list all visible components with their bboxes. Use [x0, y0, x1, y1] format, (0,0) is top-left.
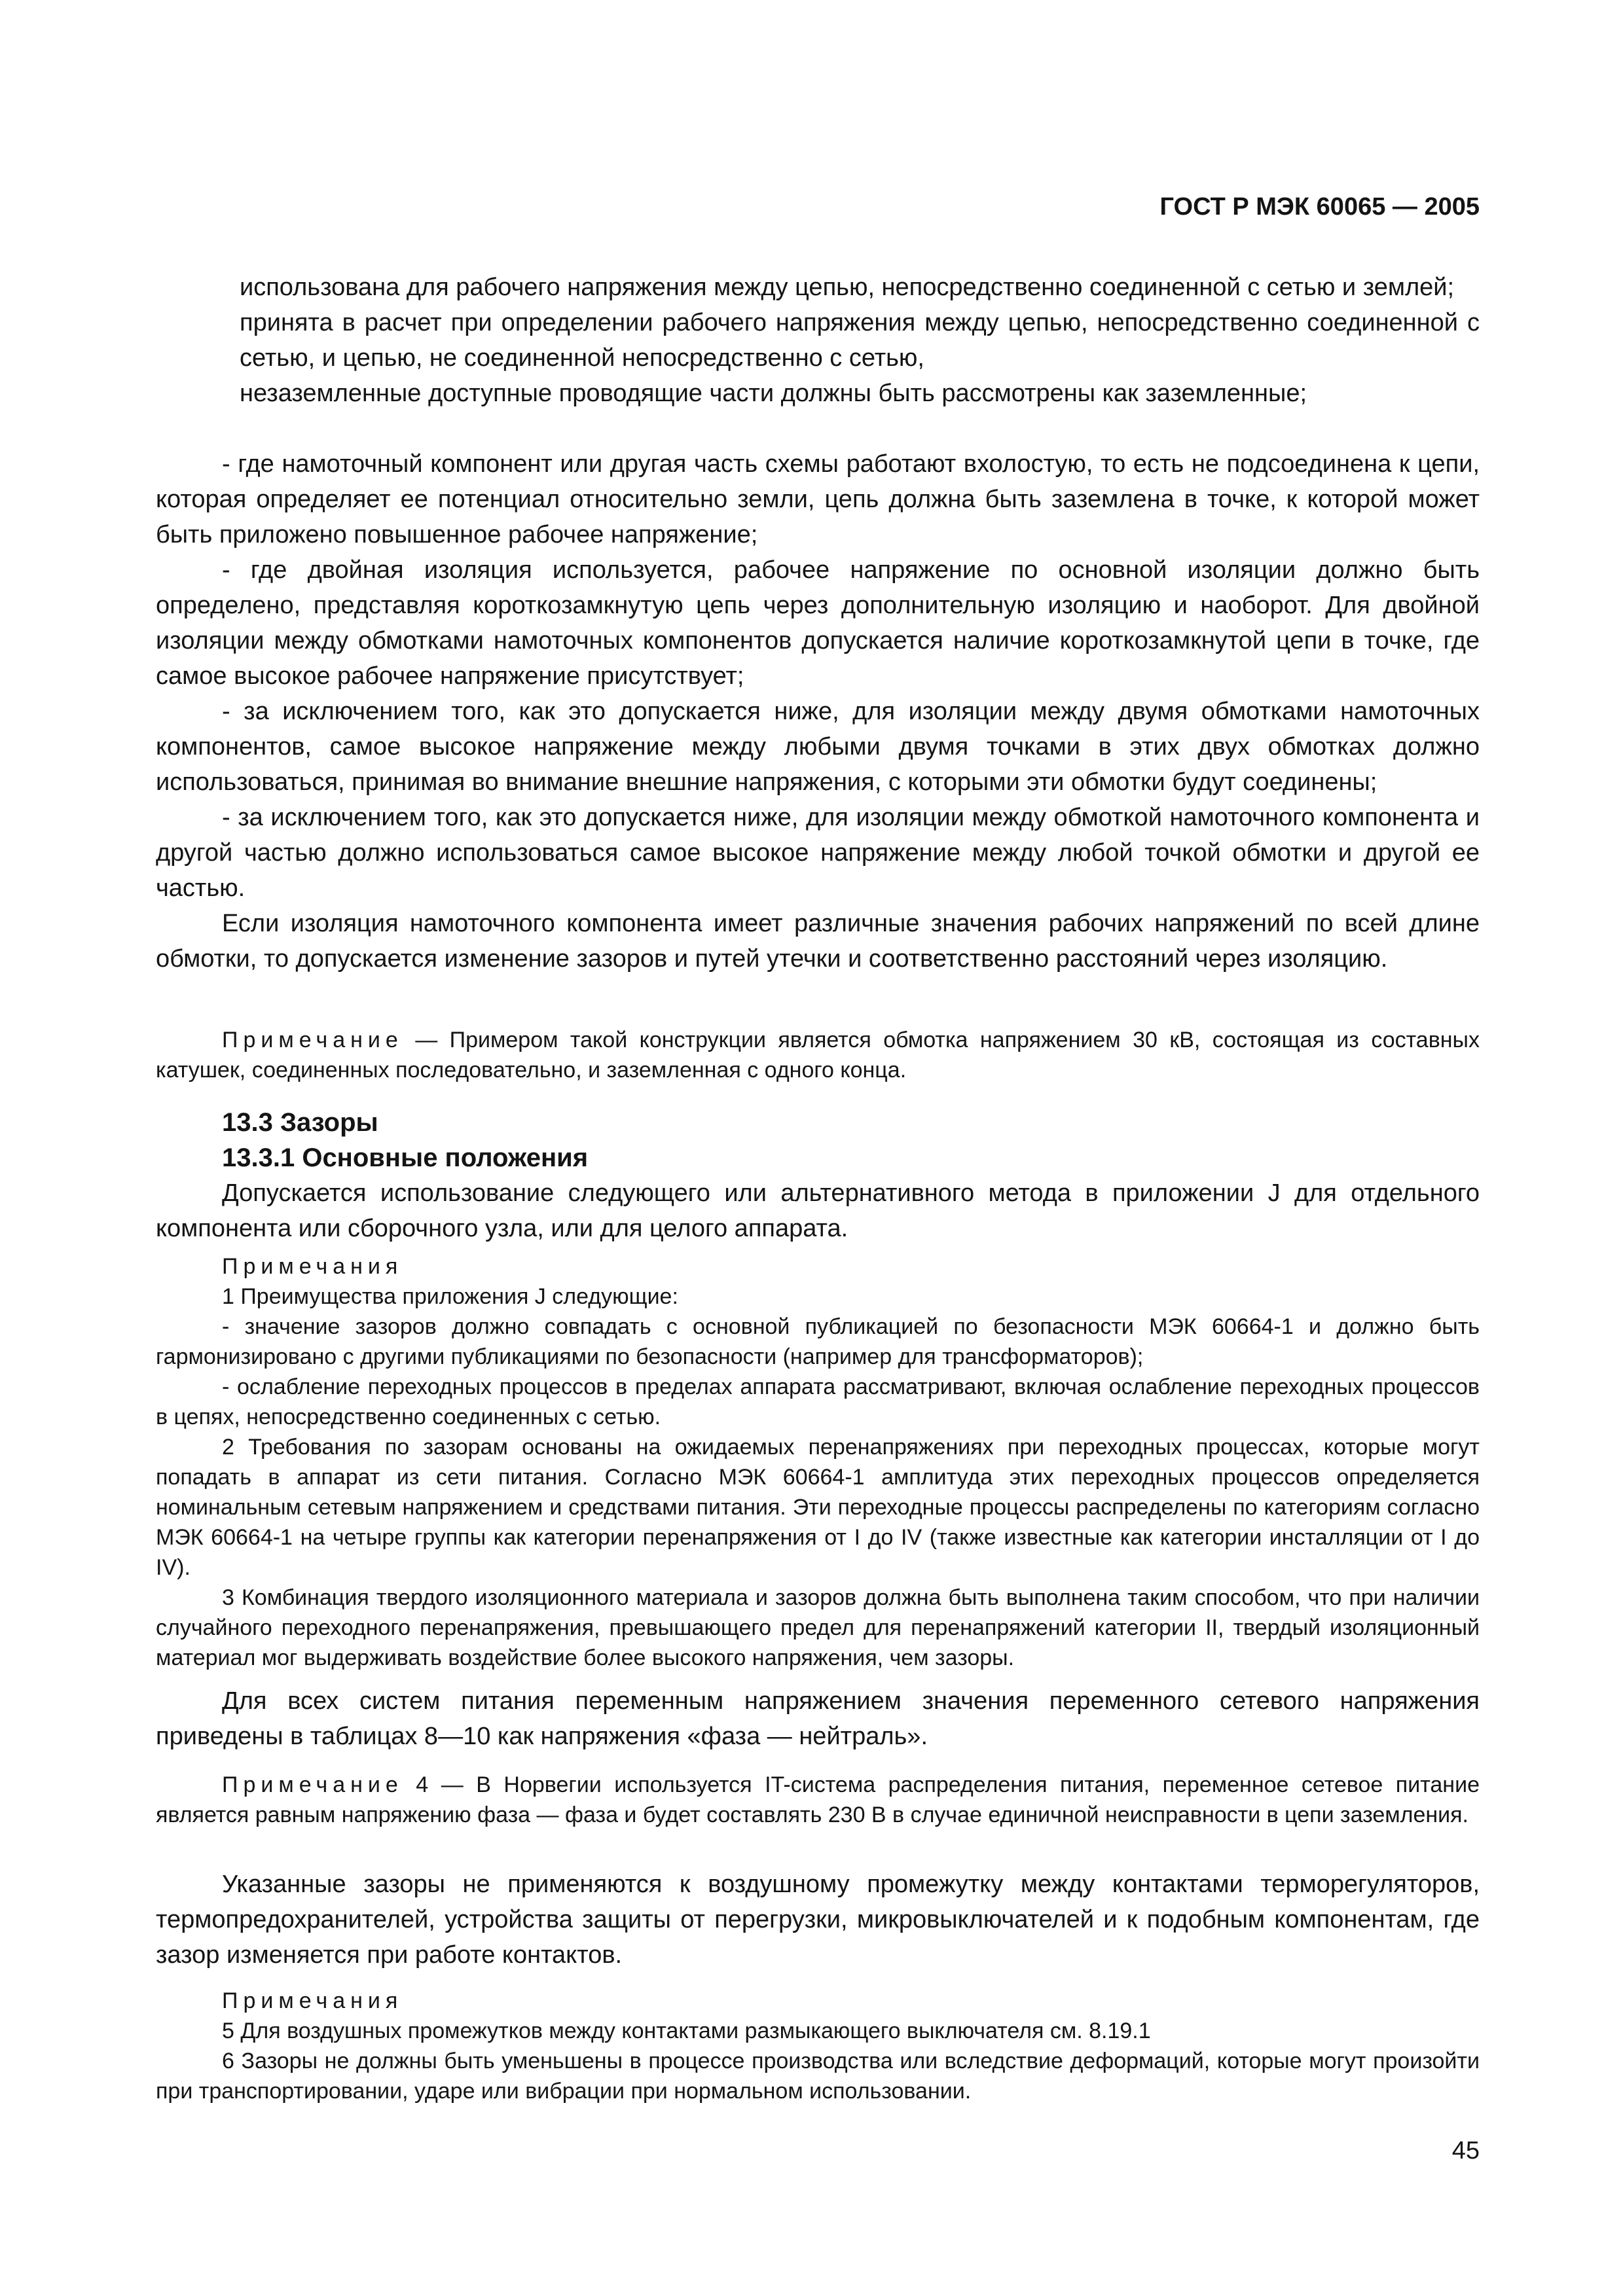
- note-body: 4 — В Норвегии используется IT-система распределения питания, переменное сетевое питание является равным напряжению фаза — фаза и будет составлять 230 В в случае единичной неисправности в цепи заземления.: [156, 1772, 1480, 1827]
- note-block: [156, 1770, 1480, 1830]
- note-text: [156, 1770, 1480, 1830]
- section-13-3: [156, 1105, 1480, 1246]
- note-body: — Примером такой конструкции является обмотка напряжением 30 кВ, состоящая из составных катушек, соединенных последовательно, и заземленная с одного конца.: [156, 1028, 1480, 1083]
- ac-paragraph-block: [156, 1683, 1480, 1754]
- rules-list: [156, 446, 1480, 977]
- note-item: - значение зазоров должно совпадать с основной публикацией по безопасности МЭК 60664-1 и должно быть гармонизировано с другими публикациями по безопасности (например для трансформаторов);: [156, 1314, 1480, 1369]
- list-item: - за исключением того, как это допускается ниже, для изоляции между двумя обмотками намоточных компонентов, самое высокое напряжение между любыми двумя точками в этих двух обмотках должно использоваться, принимая во внимание внешние напряжения, с которыми эти обмотки будут соединены;: [156, 698, 1480, 796]
- page-number: 45: [1451, 2137, 1480, 2164]
- list-item: - за исключением того, как это допускается ниже, для изоляции между обмоткой намоточного компонента и другой частью должно использоваться самое высокое напряжение между любой точкой обмотки и другой ее частью.: [156, 804, 1480, 902]
- subsection-heading: 13.3.1 Основные положения: [222, 1143, 589, 1172]
- note-item: 6 Зазоры не должны быть уменьшены в процессе производства или вследствие деформаций, которые могут произойти при транспортировании, ударе или вибрации при нормальном использовании.: [156, 2049, 1480, 2104]
- notes-block: [156, 1251, 1480, 1673]
- paragraph: Если изоляция намоточного компонента имеет различные значения рабочих напряжений по всей длине обмотки, то допускается изменение зазоров и путей утечки и соответственно расстояний через изоляцию.: [156, 910, 1480, 973]
- paragraph: принята в расчет при определении рабочего напряжения между цепью, непосредственно соединенной с сетью, и цепью, не соединенной непосредственно с сетью,: [240, 309, 1480, 372]
- note-block: [156, 1025, 1480, 1085]
- note-item: 2 Требования по зазорам основаны на ожидаемых перенапряжениях при переходных процессах, которые могут попадать в аппарат из сети питания. Согласно МЭК 60664-1 амплитуда этих переходных процессов определяется номинальным сетевым напряжением и средствами питания. Эти переходные процессы распределены по категориям согласно МЭК 60664-1 на четыре группы как категории перенапряжения от I до IV (также известные как категории инсталляции от I до IV).: [156, 1435, 1480, 1580]
- notes-block: [156, 1986, 1480, 2106]
- note-item: - ослабление переходных процессов в пределах аппарата рассматривают, включая ослабление переходных процессов в цепях, непосредственно соединенных с сетью.: [156, 1374, 1480, 1429]
- paragraph: Указанные зазоры не применяются к воздушному промежутку между контактами терморегуляторов, термопредохранителей, устройства защиты от перегрузки, микровыключателей и к подобным компонентам, где зазор изменяется при работе контактов.: [156, 1871, 1480, 1969]
- document-header: ГОСТ Р МЭК 60065 — 2005: [1159, 193, 1480, 221]
- section-heading: 13.3 Зазоры: [222, 1108, 378, 1137]
- note-text: [156, 1025, 1480, 1085]
- continued-list: [156, 270, 1480, 411]
- list-item: - где намоточный компонент или другая часть схемы работают вхолостую, то есть не подсоединена к цепи, которая определяет ее потенциал относительно земли, цепь должна быть заземлена в точке, к которой может быть приложено повышенное рабочее напряжение;: [156, 450, 1480, 548]
- note-item: 1 Преимущества приложения J следующие:: [222, 1284, 678, 1309]
- notes-label: Примечания: [222, 1254, 403, 1279]
- note-label: Примечание: [222, 1772, 403, 1797]
- paragraph: Допускается использование следующего или альтернативного метода в приложении J для отдельного компонента или сборочного узла, или для целого аппарата.: [156, 1179, 1480, 1242]
- paragraph: незаземленные доступные проводящие части должны быть рассмотрены как заземленные;: [240, 380, 1307, 407]
- paragraph: Для всех систем питания переменным напряжением значения переменного сетевого напряжения приведены в таблицах 8—10 как напряжения «фаза — нейтраль».: [156, 1687, 1480, 1750]
- note-label: Примечание: [222, 1028, 403, 1052]
- paragraph: использована для рабочего напряжения между цепью, непосредственно соединенной с сетью и землей;: [240, 274, 1455, 301]
- notes-label: Примечания: [222, 1988, 403, 2013]
- list-item: - где двойная изоляция используется, рабочее напряжение по основной изоляции должно быть определено, представляя короткозамкнутую цепь через дополнительную изоляцию и наоборот. Для двойной изоляции между обмотками намоточных компонентов допускается наличие короткозамкнутой цепи в точке, где самое высокое рабочее напряжение присутствует;: [156, 556, 1480, 690]
- note-item: 3 Комбинация твердого изоляционного материала и зазоров должна быть выполнена таким способом, что при наличии случайного переходного перенапряжения, превышающего предел для перенапряжений категории II, твердый изоляционный материал мог выдерживать воздействие более высокого напряжения, чем зазоры.: [156, 1585, 1480, 1670]
- gaps-paragraph-block: [156, 1867, 1480, 1973]
- note-item: 5 Для воздушных промежутков между контактами размыкающего выключателя см. 8.19.1: [222, 2018, 1151, 2043]
